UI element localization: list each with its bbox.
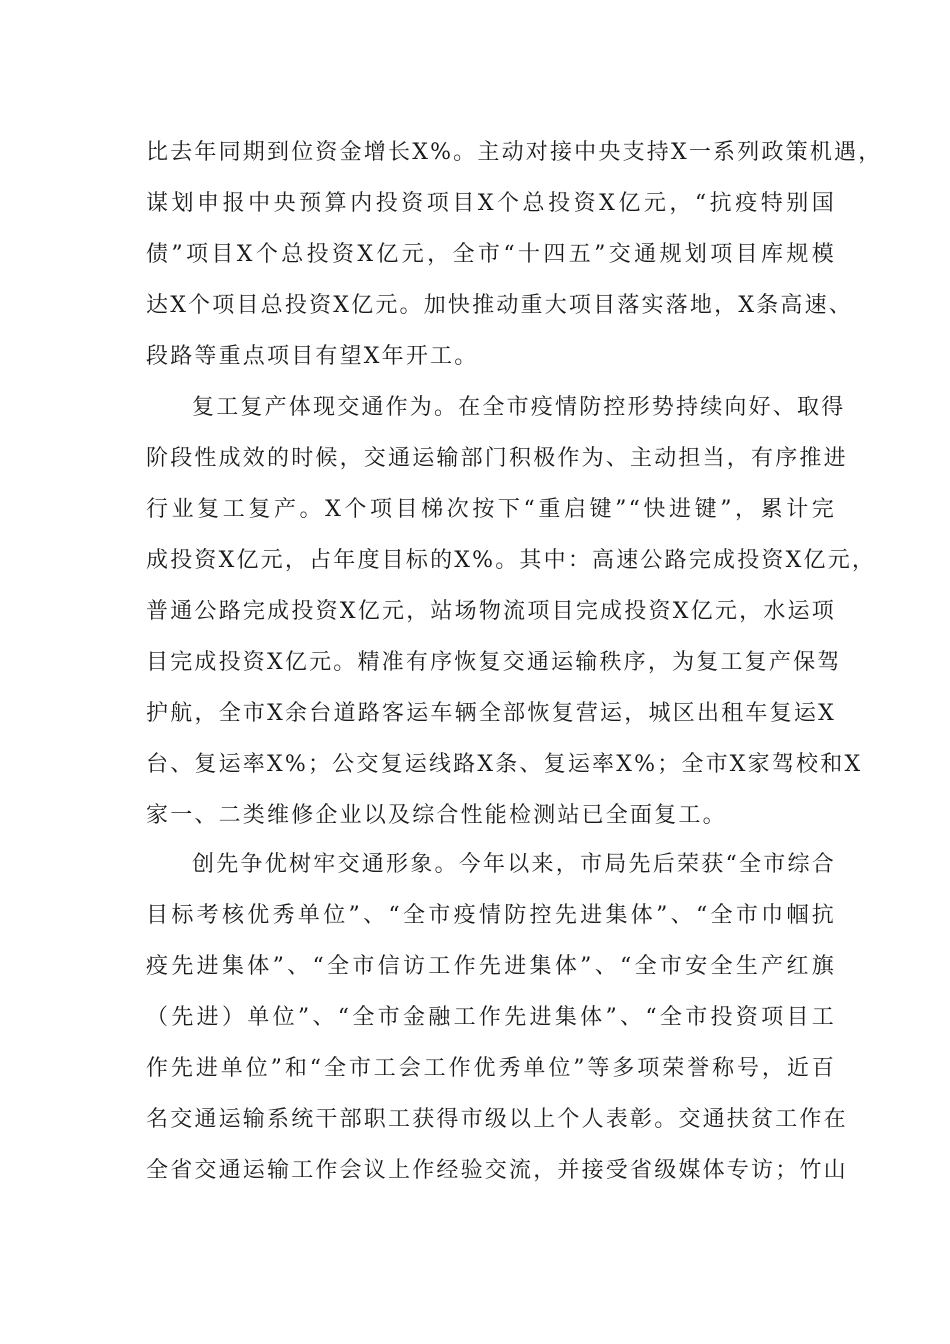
text-line: 创先争优树牢交通形象。今年以来，市局先后荣获“全市综合: [192, 852, 836, 877]
text-line: 家一、二类维修企业以及综合性能检测站已全面复工。: [146, 803, 727, 828]
text-line: 谋划申报中央预算内投资项目X个总投资X亿元，“抗疫特别国: [146, 191, 836, 216]
text-line: 债”项目X个总投资X亿元，全市“十四五”交通规划项目库规模: [146, 242, 836, 267]
text-line: 阶段性成效的时候，交通运输部门积极作为、主动担当，有序推进: [146, 446, 848, 471]
text-line: 全省交通运输工作会议上作经验交流，并接受省级媒体专访；竹山: [146, 1158, 848, 1183]
paragraph-1: [146, 127, 883, 382]
text-line: 名交通运输系统干部职工获得市级以上个人表彰。交通扶贫工作在: [146, 1107, 848, 1132]
text-line: （先进）单位”、“全市金融工作先进集体”、“全市投资项目工: [146, 1005, 836, 1030]
text-line: 护航，全市X余台道路客运车辆全部恢复营运，城区出租车复运X: [146, 701, 836, 726]
text-line: 目完成投资X亿元。精准有序恢复交通运输秩序，为复工复产保驾: [146, 650, 842, 675]
text-line: 段路等重点项目有望X年开工。: [146, 344, 479, 369]
text-line: 疫先进集体”、“全市信访工作先进集体”、“全市安全生产红旗: [146, 954, 836, 979]
text-line: 达X个项目总投资X亿元。加快推动重大项目落实落地，X条高速、: [146, 293, 853, 318]
text-line: 作先进单位”和“全市工会工作优秀单位”等多项荣誉称号，近百: [146, 1056, 836, 1081]
text-line: 复工复产体现交通作为。在全市疫情防控形势持续向好、取得: [192, 395, 846, 420]
text-line: 成投资X亿元，占年度目标的X%。其中：高速公路完成投资X亿元，: [146, 548, 877, 573]
text-line: 目标考核优秀单位”、“全市疫情防控先进集体”、“全市巾帼抗: [146, 903, 836, 928]
paragraph-3: [146, 839, 848, 1196]
text-line: 普通公路完成投资X亿元，站场物流项目完成投资X亿元，水运项: [146, 599, 836, 624]
paragraph-2: [146, 382, 877, 841]
text-line: 台、复运率X%；公交复运线路X条、复运率X%；全市X家驾校和X: [146, 752, 863, 777]
text-line: 行业复工复产。X个项目梯次按下“重启键”“快进键”，累计完: [146, 497, 836, 522]
text-line: 比去年同期到位资金增长X%。主动对接中央支持X一系列政策机遇，: [146, 140, 883, 165]
